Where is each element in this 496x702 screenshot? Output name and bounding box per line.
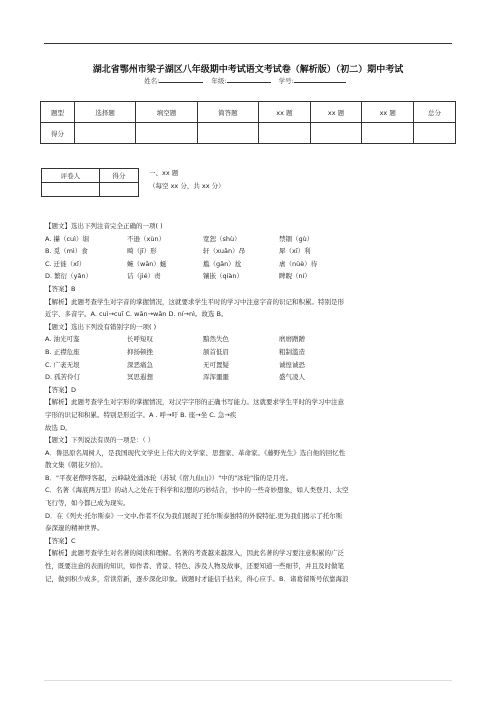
question-content [45, 220, 455, 585]
option: 黯然失色 [203, 335, 229, 344]
option: 畸（jī）形 [127, 247, 157, 256]
option-line: 散文集《朝花夕拾》。 [45, 461, 107, 470]
option-line: 泰深邃的精神世界。 [45, 524, 104, 533]
score-cell[interactable] [197, 123, 258, 144]
score-header-cell: 题型 [41, 102, 75, 123]
grader-score-label: 得分 [99, 169, 138, 183]
option-line: D．在《列夫·托尔斯泰》一文中,作者不仅为我们展现了托尔斯泰独特的外貌特征,更为我们揭示了托尔斯 [45, 511, 343, 520]
option: 深恶痛急 [127, 360, 153, 369]
grader-score-cell[interactable] [99, 183, 138, 197]
score-header-cell: 填空题 [136, 102, 197, 123]
score-row [41, 123, 456, 144]
option: 犀（xī）利 [279, 247, 311, 256]
option: C. 迁徙（xǐ） [45, 259, 86, 268]
option-line: 飞行等，如今都已成为现实。 [45, 499, 130, 508]
option-row [45, 258, 455, 271]
option-row [45, 270, 455, 283]
option: 轩（xuān）昂 [203, 247, 246, 256]
option: 冥思遐想 [127, 373, 153, 382]
score-cell[interactable] [414, 123, 456, 144]
option: 虐（nüè）待 [279, 259, 318, 268]
question-title: 【题文】选出下列没有错别字的一项( ) [45, 322, 157, 331]
grade-label: 年级: [211, 77, 227, 85]
option-line: A．鲁迅原名周树人，是我国现代文学史上伟大的文学家、思想家、革命家。《藤野先生》选自他的回忆性 [45, 448, 346, 457]
score-cell[interactable] [259, 123, 311, 144]
option: 长呼短叹 [127, 335, 153, 344]
analysis-line: 记，做到积少成多，常读常新，逐步深化印象。做题时才能信手拈来，得心应手。B．诸葛留斯号依靠海浪 [45, 574, 349, 583]
option-row [45, 245, 455, 258]
option: 宽恕（shù） [203, 234, 241, 243]
student-info [0, 76, 496, 85]
option: 盛气凌人 [279, 373, 305, 382]
option-row [45, 359, 455, 372]
name-field[interactable] [159, 76, 203, 83]
analysis-line: 性，既要注意的表面的知识，如作者、背景、特色、涉及人物及故事，还要知道一些细节，并且及时做笔 [45, 562, 344, 571]
score-header-cell: 总分 [414, 102, 456, 123]
page-title: 湖北省鄂州市梁子湖区八年级期中考试语文考试卷（解析版）（初二）期中考试 [92, 65, 404, 75]
score-table [40, 101, 456, 144]
analysis-line: 故选 D。 [45, 423, 72, 432]
option-row [45, 371, 455, 384]
section-note: （每空 xx 分，共 xx 分） [149, 182, 225, 190]
answer-line: 【答案】C [45, 536, 76, 545]
analysis-line: 近字、多音字。A. cuì→cuī C. wān→wān D. ní→nì。故选 B。 [45, 310, 228, 319]
score-header-row [41, 102, 456, 123]
option: C. 广袤无垠 [45, 360, 80, 369]
score-header-cell: xx 题 [362, 102, 414, 123]
option-row [45, 346, 455, 359]
option: 尴（gān）尬 [203, 259, 242, 268]
option: B. 正襟危座 [45, 347, 80, 356]
option: D. 繁衍（yǎn） [45, 272, 93, 281]
score-header-cell: xx 题 [259, 102, 311, 123]
answer-line: 【答案】B [45, 284, 76, 293]
option: 抑扬顿挫 [127, 347, 153, 356]
section-heading [149, 167, 225, 193]
section-title: 一、xx 题 [149, 169, 179, 177]
id-label: 学号: [278, 77, 294, 85]
option: B. 觅（mì）食 [45, 247, 88, 256]
option-line: B．"平夜老僧呼客起，云峰缺处涌冰轮（苏轼《宿九仙山》）"中的"冰轮"指的是月亮。 [45, 473, 293, 482]
option: 睥睨（ní） [279, 272, 311, 281]
score-cell[interactable] [75, 123, 136, 144]
bottom-rule [44, 680, 452, 681]
score-header-cell: xx 题 [310, 102, 362, 123]
analysis-line: 【解析】此题考查学生对名著的阅读和理解。名著的考查越来越深入，因此名著的学习要注意积累的广泛 [45, 549, 344, 558]
analysis-line: 【解析】此题考查学生对字音的掌握情况，这就要求学生平时的学习中注意字音的识记和积累。特别是形 [45, 297, 344, 306]
grade-field[interactable] [227, 76, 271, 83]
score-row-label: 得分 [41, 123, 75, 144]
option-row [45, 233, 455, 246]
id-field[interactable] [294, 76, 346, 83]
score-header-cell: 选择题 [75, 102, 136, 123]
score-cell[interactable] [362, 123, 414, 144]
score-cell[interactable] [136, 123, 197, 144]
option: D. 孤苦伶仃 [45, 373, 81, 382]
option: 浑浑噩噩 [203, 373, 229, 382]
grader-table [41, 168, 139, 197]
option: 蜿（wān）蜒 [127, 259, 167, 268]
score-cell[interactable] [310, 123, 362, 144]
option: 粗制滥造 [279, 347, 305, 356]
analysis-line: 【解析】此题考查学生对字形的掌握情况，对汉字字形的正确书写能力。这就要求学生平时的学习中注意 [45, 398, 344, 407]
option: A. 油光可鉴 [45, 335, 80, 344]
option: 磨磨蹭蹭 [279, 335, 305, 344]
option: A. 攥（cuì）堀 [45, 234, 89, 243]
answer-line: 【答案】D [45, 385, 77, 394]
top-rule [44, 43, 452, 44]
option: 不逊（xùn） [127, 234, 166, 243]
grader-cell[interactable] [42, 183, 100, 197]
analysis-line: 字形的识记和积累。特别是形近字。A . 呼→吁 B. 座→坐 C. 急→疾 [45, 410, 237, 419]
option-row [45, 333, 455, 346]
score-header-cell: 简答题 [197, 102, 258, 123]
question-title: 【题文】选出下列注音完全正确的一项( ) [45, 222, 163, 230]
option: 禁锢（gù） [279, 234, 314, 243]
grader-label: 评卷人 [42, 169, 100, 183]
option: 无可置疑 [203, 360, 229, 369]
option: 颔首低眉 [203, 347, 229, 356]
option: 诘（jié）责 [127, 272, 161, 281]
option: 镶嵌（qiàn） [203, 272, 244, 281]
option-line: C．名著《海底两万里》的动人之处在于科学和幻想的巧妙结合，书中的一些奇妙想象，如人类登月、太空 [45, 486, 349, 495]
name-label: 姓名: [144, 77, 160, 85]
question-title: 【题文】下列说法有误的一项是：（ ） [45, 436, 155, 445]
option: 诚惶诚恐 [279, 360, 305, 369]
